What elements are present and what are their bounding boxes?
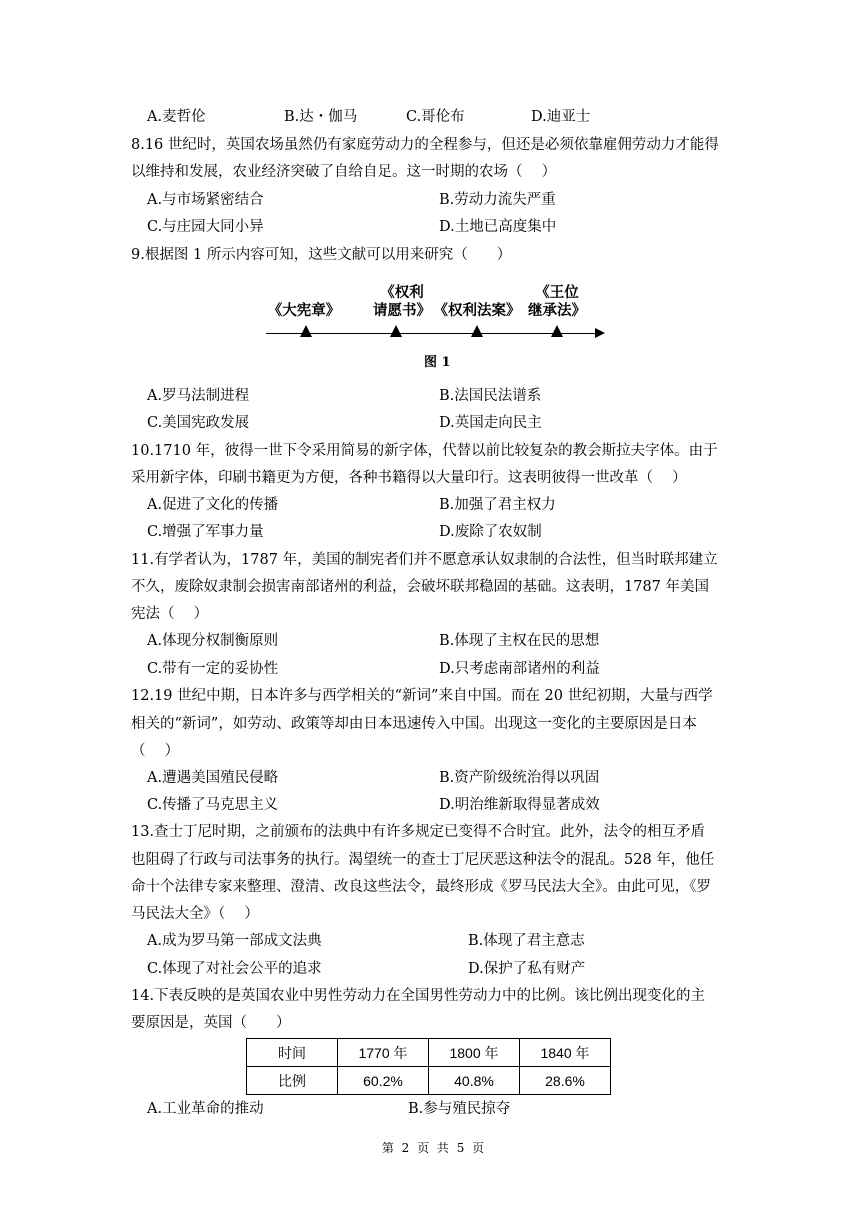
q11-option-d: D.只考虑南部诸州的利益 [439, 661, 600, 677]
timeline-marker [390, 325, 402, 337]
q9-option-c: C.美国宪政发展 [147, 415, 250, 431]
timeline-label-petition-line2: 请愿书》 [373, 302, 431, 319]
q12-stem-line-1: 12.19 世纪中期，日本许多与西学相关的“新词”来自中国。而在 20 世纪初期，大量与西学 [131, 688, 713, 704]
q13-stem-line-3: 命十个法律专家来整理、澄清、改良这些法令，最终形成《罗马民法大全》。由此可见，《罗 [131, 879, 711, 895]
timeline-axis [266, 333, 598, 334]
page-footer: 第 2 页 共 5 页 [381, 1141, 487, 1155]
q14-option-a: A.工业革命的推动 [147, 1101, 264, 1117]
q8-stem-line-2: 以维持和发展，农业经济突破了自给自足。这一时期的农场（ ） [131, 164, 557, 180]
figure-caption: 图 1 [424, 355, 451, 370]
q12-option-b: B.资产阶级统治得以巩固 [439, 770, 600, 786]
q10-option-b: B.加强了君主权力 [439, 497, 556, 513]
q8-option-c: C.与庄园大同小异 [147, 219, 264, 235]
q12-option-c: C.传播了马克思主义 [147, 797, 279, 813]
q10-option-c: C.增强了军事力量 [147, 524, 264, 540]
timeline-label-settlement-line1: 《王位 [535, 284, 579, 301]
q11-stem-line-3: 宪法（ ） [131, 606, 209, 622]
q9-option-d: D.英国走向民主 [439, 415, 542, 431]
table-row [247, 1067, 611, 1095]
q14-data-table [246, 1038, 611, 1095]
q12-stem-line-2: 相关的“新词”，如劳动、政策等却由日本迅速传入中国。出现这一变化的主要原因是日本 [131, 716, 697, 732]
q10-option-d: D.废除了农奴制 [439, 524, 542, 540]
q13-stem-line-4: 马民法大全》（ ） [131, 906, 259, 922]
timeline-label-magna-carta: 《大宪章》 [267, 302, 341, 319]
timeline-label-petition-line1: 《权利 [380, 284, 424, 301]
q7-option-a: A.麦哲伦 [147, 109, 206, 125]
q13-option-b: B.体现了君主意志 [468, 933, 585, 949]
table-row [247, 1039, 611, 1067]
q9-stem: 9.根据图 1 所示内容可知，这些文献可以用来研究（ ） [131, 247, 512, 263]
q13-stem-line-1: 13.查士丁尼时期，之前颁布的法典中有许多规定已变得不合时宜。此外，法令的相互矛盾 [131, 824, 706, 840]
figure-1-timeline [262, 283, 607, 343]
q11-option-a: A.体现分权制衡原则 [147, 633, 279, 649]
q7-option-d: D.迪亚士 [531, 109, 591, 125]
timeline-label-bill-of-rights: 《权利法案》 [433, 302, 521, 319]
q10-option-a: A.促进了文化的传播 [147, 497, 279, 513]
q8-option-d: D.土地已高度集中 [439, 219, 557, 235]
timeline-marker [551, 325, 563, 337]
q8-stem-line-1: 8.16 世纪时，英国农场虽然仍有家庭劳动力的全程参与，但还是必须依靠雇佣劳动力才能得 [131, 137, 719, 153]
table-cell: 40.8% [429, 1067, 520, 1095]
timeline-label-settlement-line2: 继承法》 [528, 302, 586, 319]
q13-option-d: D.保护了私有财产 [468, 961, 586, 977]
q13-option-c: C.体现了对社会公平的追求 [147, 961, 322, 977]
q12-option-d: D.明治维新取得显著成效 [439, 797, 600, 813]
timeline-arrowhead [595, 328, 605, 338]
q14-stem-line-2: 要原因是，英国（ ） [131, 1015, 291, 1031]
q11-option-b: B.体现了主权在民的思想 [439, 633, 600, 649]
q7-option-c: C.哥伦布 [406, 109, 465, 125]
table-cell: 28.6% [520, 1067, 611, 1095]
table-cell: 1770 年 [338, 1039, 429, 1067]
q13-stem-line-2: 也阻碍了行政与司法事务的执行。渴望统一的查士丁尼厌恶这种法令的混乱。528 年，他任 [131, 852, 715, 868]
q12-stem-line-3: （ ） [131, 743, 180, 759]
q11-option-c: C.带有一定的妥协性 [147, 661, 279, 677]
q14-option-b: B.参与殖民掠夺 [408, 1101, 511, 1117]
q8-option-b: B.劳动力流失严重 [439, 192, 556, 208]
q7-option-b: B.达・伽马 [284, 109, 358, 125]
q13-option-a: A.成为罗马第一部成文法典 [147, 933, 322, 949]
table-cell: 比例 [247, 1067, 338, 1095]
table-cell: 60.2% [338, 1067, 429, 1095]
q10-stem-line-2: 采用新字体，印刷书籍更为方便，各种书籍得以大量印行。这表明彼得一世改革（ ） [131, 470, 687, 486]
q11-stem-line-1: 11.有学者认为，1787 年，美国的制宪者们并不愿意承认奴隶制的合法性，但当时联邦建立 [131, 552, 718, 568]
table-cell: 1840 年 [520, 1039, 611, 1067]
q9-option-a: A.罗马法制进程 [147, 388, 250, 404]
q14-stem-line-1: 14.下表反映的是英国农业中男性劳动力在全国男性劳动力中的比例。该比例出现变化的主 [131, 988, 706, 1004]
q10-stem-line-1: 10.1710 年，彼得一世下令采用简易的新字体，代替以前比较复杂的教会斯拉夫字体。由于 [131, 443, 718, 459]
table-cell: 1800 年 [429, 1039, 520, 1067]
q12-option-a: A.遭遇美国殖民侵略 [147, 770, 279, 786]
timeline-marker [471, 325, 483, 337]
q9-option-b: B.法国民法谱系 [439, 388, 542, 404]
timeline-marker [300, 325, 312, 337]
q11-stem-line-2: 不久，废除奴隶制会损害南部诸州的利益，会破坏联邦稳固的基础。这表明，1787 年美国 [131, 579, 710, 595]
table-cell: 时间 [247, 1039, 338, 1067]
q8-option-a: A.与市场紧密结合 [147, 192, 264, 208]
